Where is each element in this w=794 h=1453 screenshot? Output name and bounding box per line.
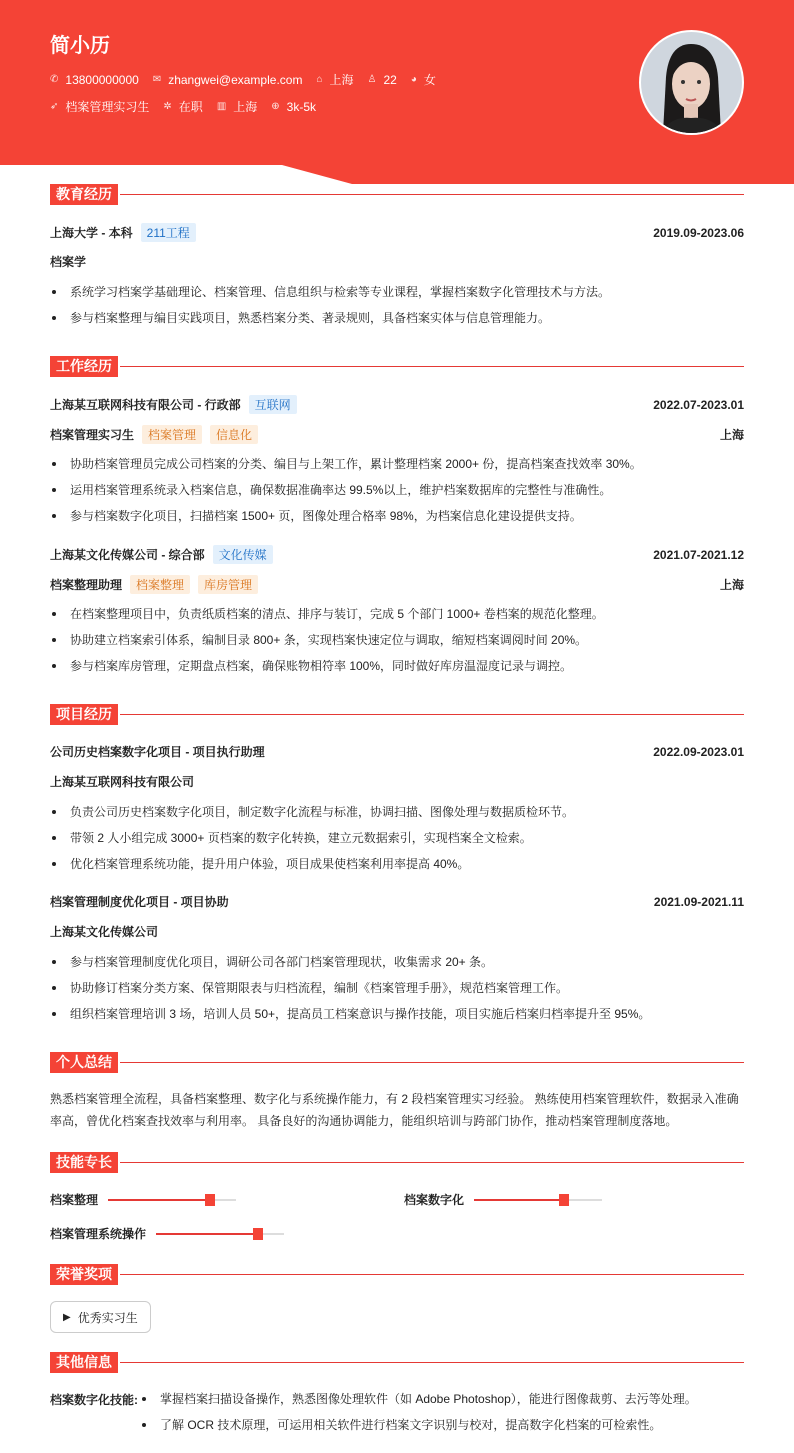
education-row [50,223,744,242]
section-title: 教育经历 [50,184,118,205]
list-item: 参与档案整理与编目实践项目，熟悉档案分类、著录规则，具备档案实体与信息管理能力。 [50,308,744,334]
skill-bar [156,1233,284,1235]
work-bullets [50,454,744,532]
age-icon: ♙ [367,74,377,85]
date: 2022.09-2023.01 [653,744,744,759]
position: 档案管理实习生 [65,100,150,114]
avatar [639,30,744,135]
project-row [50,893,744,910]
skill-item [50,1191,236,1208]
role-tag: 库房管理 [198,575,258,594]
role: 档案管理实习生 [50,428,135,442]
age: 22 [383,72,397,87]
section-awards [50,1264,744,1284]
resume-header [0,0,794,185]
candidate-name: 简小历 [50,35,110,57]
skill-thumb [205,1194,215,1206]
award-item[interactable] [50,1301,151,1333]
project-name: 档案管理制度优化项目 - 项目协助 [50,895,229,909]
contact-info [50,71,436,88]
list-item: 在档案整理项目中，负责纸质档案的清点、排序与装订，完成 5 个部门 1000+ 卷档案的规范化整理。 [50,604,744,630]
section-title: 项目经历 [50,704,118,725]
skill-thumb [253,1228,263,1240]
skill-thumb [559,1194,569,1206]
triangle-right-icon: ▶ [63,1311,71,1323]
list-item: 带领 2 人小组完成 3000+ 页档案的数字化转换，建立元数据索引，实现档案全文检索。 [50,828,744,854]
building-icon: ▥ [216,101,227,112]
list-item: 协助建立档案索引体系，编制目录 800+ 条，实现档案快速定位与调取，缩短档案调阅时间 20%。 [50,630,744,656]
list-item: 系统学习档案学基础理论、档案管理、信息组织与检索等专业课程，掌握档案数字化管理技术与方法。 [50,282,744,308]
major [50,253,744,270]
section-skills [50,1152,744,1172]
section-title: 工作经历 [50,356,118,377]
project-bullets [50,802,744,880]
section-other [50,1352,744,1372]
phone-icon: ✆ [50,74,59,85]
major-text: 档案学 [50,255,87,269]
org: 上海某文化传媒公司 [50,925,159,939]
award-name: 优秀实习生 [77,1310,138,1325]
salary: 3k-5k [286,99,317,114]
list-item: 参与档案库房管理，定期盘点档案，确保账物相符率 100%，同时做好库房温湿度记录与调控。 [50,656,744,682]
skill-bar [108,1199,236,1201]
date: 2021.07-2021.12 [653,547,744,562]
gender-icon: ◕ [410,74,417,85]
list-item: 参与档案数字化项目，扫描档案 1500+ 页，图像处理合格率 98%，为档案信息化建设提供支持。 [50,506,744,532]
role: 档案整理助理 [50,578,123,592]
work-bullets [50,604,744,682]
other-bullets [140,1389,744,1441]
date: 2022.07-2023.01 [653,397,744,412]
project-bullets [50,952,744,1030]
project-row [50,743,744,760]
company-tag: 文化传媒 [213,545,273,564]
salary-icon: ⊕ [271,101,280,112]
date: 2021.09-2021.11 [653,894,744,909]
work-row [50,545,744,564]
work-row [50,395,744,414]
section-project [50,704,744,724]
role-row [50,575,744,594]
role-tag: 信息化 [210,425,258,444]
skill-bar [474,1199,602,1201]
role-tag: 档案整理 [130,575,190,594]
skill-name: 档案整理 [50,1193,99,1207]
project-org [50,923,744,940]
section-title: 荣誉奖项 [50,1264,118,1285]
section-title: 其他信息 [50,1352,118,1373]
gender: 女 [423,73,436,87]
other-label-text: 档案数字化技能: [50,1393,138,1407]
list-item: 协助修订档案分类方案、保管期限表与归档流程，编制《档案管理手册》，规范档案管理工作。 [50,978,744,1004]
section-education [50,184,744,204]
role-row [50,425,744,444]
list-item: 协助档案管理员完成公司档案的分类、编目与上架工作，累计整理档案 2000+ 份，提高档案查找效率 30%。 [50,454,744,480]
school: 上海大学 - 本科 [50,226,133,240]
list-item: 运用档案管理系统录入档案信息，确保数据准确率达 99.5%以上，维护档案数据库的完整性与准确性。 [50,480,744,506]
status: 在职 [178,100,203,114]
company: 上海某文化传媒公司 - 综合部 [50,548,205,562]
org: 上海某互联网科技有限公司 [50,775,195,789]
list-item: 参与档案管理制度优化项目，调研公司各部门档案管理现状，收集需求 20+ 条。 [50,952,744,978]
city: 上海 [719,578,744,592]
target-city: 上海 [233,100,258,114]
status-icon: ✲ [163,101,172,112]
summary-text: 熟悉档案管理全流程，具备档案整理、数字化与系统操作能力，有 2 段档案管理实习经验。 熟练使用档案管理软件，数据录入准确率高，曾优化档案查找效率与利用率。 具备良好的沟通协调能力，能组织培训与跨部门协作，推动档案管理制度落地。 [50,1092,739,1128]
list-item: 掌握档案扫描设备操作，熟悉图像处理软件（如 Adobe Photoshop），能进行图像裁剪、去污等处理。 [140,1389,744,1415]
section-title: 个人总结 [50,1052,118,1073]
email: zhangwei@example.com [168,72,303,87]
section-work [50,356,744,376]
role-tag: 档案管理 [142,425,202,444]
skill-item [404,1191,602,1208]
school-tag: 211工程 [141,223,196,242]
date: 2019.09-2023.06 [653,225,744,240]
city: 上海 [329,73,354,87]
list-item: 组织档案管理培训 3 场，培训人员 50+，提高员工档案意识与操作技能，项目实施后档案归档率提升至 95%。 [50,1004,744,1030]
education-bullets [50,282,744,334]
list-item: 了解 OCR 技术原理，可运用相关软件进行档案文字识别与校对，提高数字化档案的可检索性。 [140,1415,744,1441]
skill-name: 档案数字化 [404,1193,465,1207]
list-item: 负责公司历史档案数字化项目，制定数字化流程与标准，协调扫描、图像处理与数据质检环节。 [50,802,744,828]
phone: 13800000000 [65,72,139,87]
section-summary [50,1052,744,1072]
project-org [50,773,744,790]
city: 上海 [719,428,744,442]
email-icon: ✉ [152,74,162,85]
section-title: 技能专长 [50,1152,118,1173]
skill-item [50,1225,284,1242]
send-icon: ➶ [50,101,59,112]
list-item: 优化档案管理系统功能，提升用户体验，项目成果使档案利用率提高 40%。 [50,854,744,880]
job-intent [50,98,316,115]
skill-name: 档案管理系统操作 [50,1227,147,1241]
home-icon: ⌂ [316,74,323,85]
company: 上海某互联网科技有限公司 - 行政部 [50,398,241,412]
project-name: 公司历史档案数字化项目 - 项目执行助理 [50,745,265,759]
company-tag: 互联网 [249,395,297,414]
